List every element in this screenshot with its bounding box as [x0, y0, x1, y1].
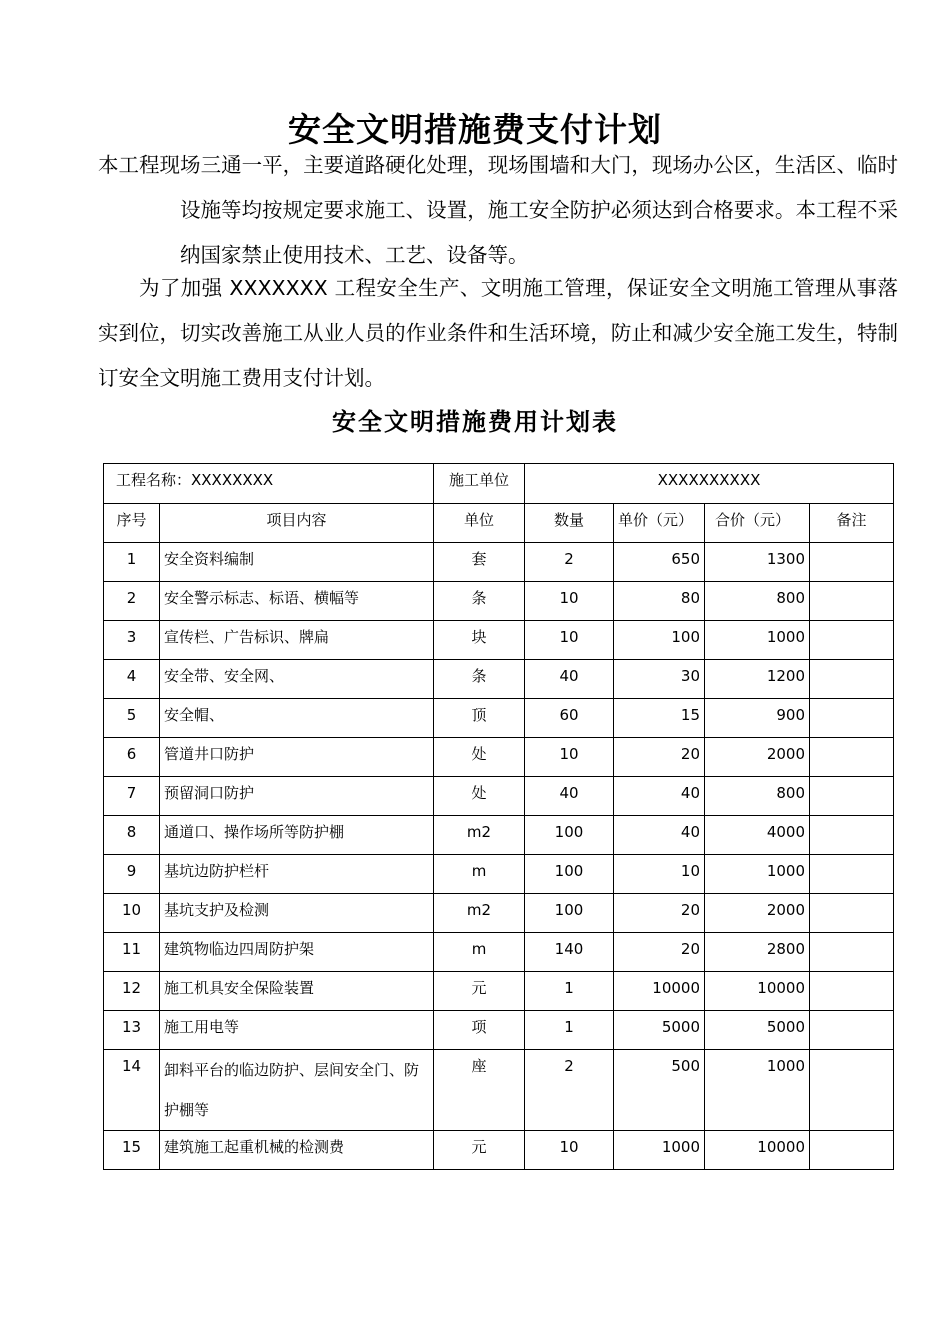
row-item: 通道口、操作场所等防护棚	[160, 816, 434, 855]
row-qty: 100	[525, 894, 614, 933]
row-total: 5000	[705, 1011, 810, 1050]
table-row	[104, 1011, 894, 1050]
row-note	[810, 621, 894, 660]
row-number: 8	[104, 816, 160, 855]
row-total: 2000	[705, 894, 810, 933]
table-row	[104, 738, 894, 777]
row-item: 预留洞口防护	[160, 777, 434, 816]
row-note	[810, 816, 894, 855]
table-row	[104, 582, 894, 621]
paragraph-site-conditions	[98, 143, 898, 278]
table-row	[104, 1131, 894, 1170]
row-item: 安全带、安全网、	[160, 660, 434, 699]
table-row	[104, 894, 894, 933]
row-item: 施工机具安全保险装置	[160, 972, 434, 1011]
row-price: 500	[614, 1050, 705, 1131]
paragraph-purpose	[98, 266, 898, 401]
row-number: 14	[104, 1050, 160, 1131]
row-unit: 条	[434, 582, 525, 621]
row-total: 4000	[705, 816, 810, 855]
cost-plan-table	[103, 463, 894, 1170]
row-price: 20	[614, 738, 705, 777]
row-note	[810, 1131, 894, 1170]
row-price: 30	[614, 660, 705, 699]
header-total: 合价（元）	[705, 504, 810, 543]
row-price: 100	[614, 621, 705, 660]
row-price: 10000	[614, 972, 705, 1011]
document-title: 安全文明措施费支付计划	[288, 110, 662, 149]
row-unit: m	[434, 933, 525, 972]
project-info-row	[104, 464, 894, 504]
row-unit: 顶	[434, 699, 525, 738]
row-price: 1000	[614, 1131, 705, 1170]
table-row	[104, 660, 894, 699]
row-item: 基坑边防护栏杆	[160, 855, 434, 894]
row-note	[810, 738, 894, 777]
row-note	[810, 1050, 894, 1131]
row-unit: m2	[434, 816, 525, 855]
row-note	[810, 933, 894, 972]
table-row	[104, 777, 894, 816]
row-price: 80	[614, 582, 705, 621]
row-qty: 10	[525, 621, 614, 660]
row-number: 11	[104, 933, 160, 972]
row-total: 1000	[705, 1050, 810, 1131]
row-total: 1200	[705, 660, 810, 699]
row-price: 650	[614, 543, 705, 582]
row-number: 1	[104, 543, 160, 582]
table-row	[104, 699, 894, 738]
row-item: 施工用电等	[160, 1011, 434, 1050]
header-item: 项目内容	[160, 504, 434, 543]
row-unit: 座	[434, 1050, 525, 1131]
row-number: 9	[104, 855, 160, 894]
row-price: 10	[614, 855, 705, 894]
row-qty: 10	[525, 738, 614, 777]
row-note	[810, 582, 894, 621]
row-total: 1000	[705, 855, 810, 894]
table-row	[104, 855, 894, 894]
row-unit: m2	[434, 894, 525, 933]
row-item: 建筑施工起重机械的检测费	[160, 1131, 434, 1170]
row-price: 5000	[614, 1011, 705, 1050]
table-title: 安全文明措施费用计划表	[332, 408, 618, 436]
table-row	[104, 972, 894, 1011]
row-note	[810, 543, 894, 582]
paragraph-text: 本工程现场三通一平，主要道路硬化处理，现场围墙和大门，现场办公区，生活区、临时设施等均按规定要求施工、设置，施工安全防护必须达到合格要求。本工程不采纳国家禁止使用技术、工艺、设备等。	[98, 153, 898, 267]
table-row	[104, 621, 894, 660]
row-qty: 10	[525, 582, 614, 621]
table-row	[104, 933, 894, 972]
header-no: 序号	[104, 504, 160, 543]
row-note	[810, 855, 894, 894]
row-item: 安全帽、	[160, 699, 434, 738]
row-total: 1300	[705, 543, 810, 582]
construction-unit-value: XXXXXXXXXX	[525, 464, 894, 504]
row-number: 12	[104, 972, 160, 1011]
row-unit: 处	[434, 777, 525, 816]
row-item: 宣传栏、广告标识、牌扁	[160, 621, 434, 660]
row-item: 安全资料编制	[160, 543, 434, 582]
row-unit: 处	[434, 738, 525, 777]
header-price: 单价（元）	[614, 504, 705, 543]
row-total: 1000	[705, 621, 810, 660]
table-row	[104, 816, 894, 855]
row-unit: m	[434, 855, 525, 894]
row-price: 40	[614, 816, 705, 855]
row-number: 13	[104, 1011, 160, 1050]
row-total: 900	[705, 699, 810, 738]
row-qty: 100	[525, 816, 614, 855]
row-item: 安全警示标志、标语、横幅等	[160, 582, 434, 621]
row-item: 管道井口防护	[160, 738, 434, 777]
row-qty: 60	[525, 699, 614, 738]
row-note	[810, 660, 894, 699]
table-row	[104, 543, 894, 582]
row-price: 40	[614, 777, 705, 816]
row-total: 800	[705, 582, 810, 621]
row-note	[810, 894, 894, 933]
project-name-cell: 工程名称：XXXXXXXX	[104, 464, 434, 504]
row-note	[810, 972, 894, 1011]
row-note	[810, 699, 894, 738]
row-note	[810, 1011, 894, 1050]
row-number: 15	[104, 1131, 160, 1170]
table-row	[104, 1050, 894, 1131]
row-qty: 40	[525, 777, 614, 816]
row-item: 建筑物临边四周防护架	[160, 933, 434, 972]
row-unit: 元	[434, 972, 525, 1011]
row-qty: 1	[525, 1011, 614, 1050]
row-number: 5	[104, 699, 160, 738]
row-total: 10000	[705, 972, 810, 1011]
row-number: 3	[104, 621, 160, 660]
row-qty: 100	[525, 855, 614, 894]
row-unit: 元	[434, 1131, 525, 1170]
row-qty: 10	[525, 1131, 614, 1170]
row-number: 6	[104, 738, 160, 777]
row-item: 基坑支护及检测	[160, 894, 434, 933]
row-number: 4	[104, 660, 160, 699]
row-qty: 40	[525, 660, 614, 699]
row-unit: 项	[434, 1011, 525, 1050]
row-unit: 套	[434, 543, 525, 582]
row-number: 2	[104, 582, 160, 621]
row-qty: 2	[525, 543, 614, 582]
row-qty: 140	[525, 933, 614, 972]
row-total: 800	[705, 777, 810, 816]
row-price: 15	[614, 699, 705, 738]
row-total: 10000	[705, 1131, 810, 1170]
row-number: 7	[104, 777, 160, 816]
header-note: 备注	[810, 504, 894, 543]
row-total: 2800	[705, 933, 810, 972]
row-unit: 块	[434, 621, 525, 660]
row-unit: 条	[434, 660, 525, 699]
header-unit: 单位	[434, 504, 525, 543]
construction-unit-label: 施工单位	[434, 464, 525, 504]
row-price: 20	[614, 933, 705, 972]
row-qty: 1	[525, 972, 614, 1011]
row-note	[810, 777, 894, 816]
row-qty: 2	[525, 1050, 614, 1131]
row-item: 卸料平台的临边防护、层间安全门、防护棚等	[160, 1050, 434, 1131]
header-qty: 数量	[525, 504, 614, 543]
row-price: 20	[614, 894, 705, 933]
row-number: 10	[104, 894, 160, 933]
paragraph-text: 为了加强 XXXXXXX 工程安全生产、文明施工管理，保证安全文明施工管理从事落实到位，切实改善施工从业人员的作业条件和生活环境，防止和减少安全施工发生，特制订安全文明施工费用支付计划。	[98, 276, 898, 390]
table-header-row	[104, 504, 894, 543]
row-total: 2000	[705, 738, 810, 777]
